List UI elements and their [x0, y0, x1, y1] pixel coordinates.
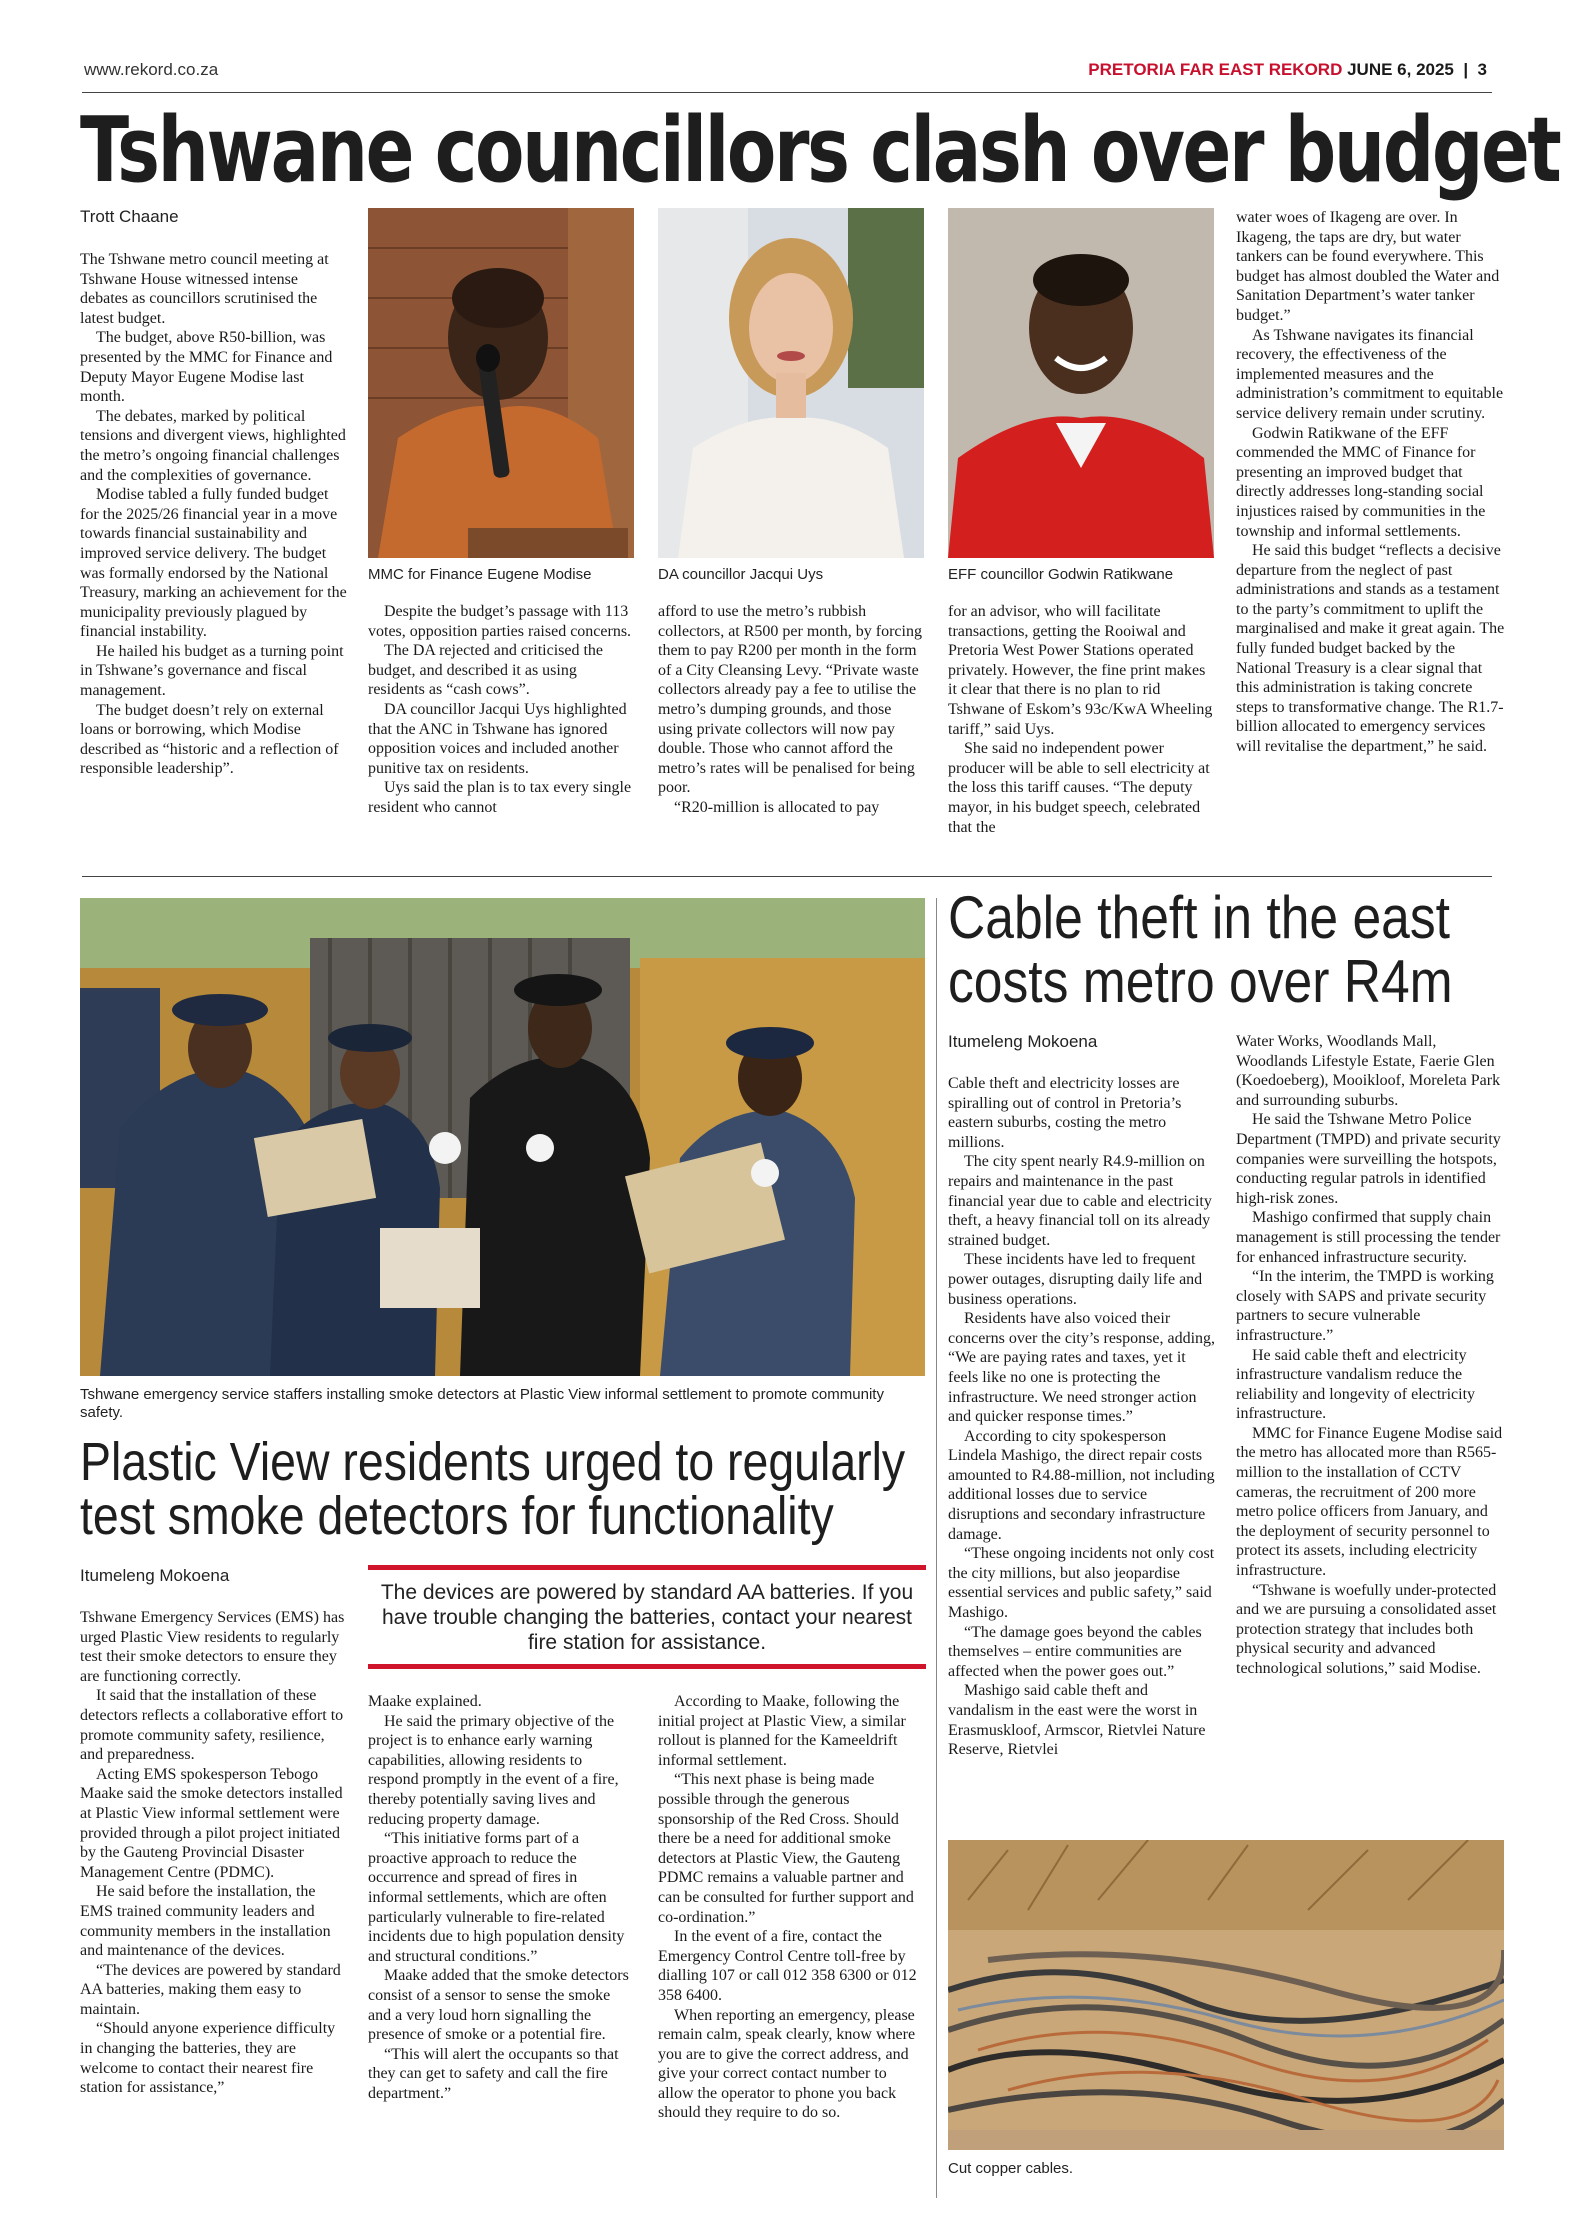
- paragraph: He said cable theft and electricity infrastructure vandalism reduce the reliability and longevity of electricity infrastructure.: [1236, 1346, 1476, 1423]
- ems-staff-image: [80, 898, 925, 1376]
- header-rule: [82, 92, 1492, 93]
- paragraph: “This will alert the occupants so that they can get to safety and call the fire department.”: [368, 2045, 619, 2102]
- photo-eugene-modise: [368, 208, 634, 558]
- paragraph: DA councillor Jacqui Uys highlighted that the ANC in Tshwane has ignored opposition voices and included another punitive tax on residents.: [368, 700, 627, 777]
- article1-col5: [1236, 208, 1506, 757]
- pull-quote-top-rule: [368, 1565, 926, 1570]
- section-rule: [82, 876, 1492, 877]
- paragraph: “Should anyone experience difficulty in changing the batteries, they are welcome to contact their nearest fire station for assistance,”: [80, 2020, 336, 2097]
- article1-col2: [368, 602, 634, 818]
- paragraph: He said the Tshwane Metro Police Department (TMPD) and private security companies were surveilling the hotspots, conducting regular patrols in identified high-risk zones.: [1236, 1111, 1501, 1207]
- caption-ratikwane: EFF councillor Godwin Ratikwane: [948, 566, 1174, 583]
- photo-smoke-detectors: [80, 898, 925, 1376]
- paragraph: “Tshwane is woefully under-protected and we are pursuing a consolidated asset protection strategy that includes both physical security and advanced technological solutions,” said Modise.: [1236, 1581, 1497, 1677]
- photo-copper-cables: [948, 1840, 1504, 2150]
- paragraph: Cable theft and electricity losses are spiralling out of control in Pretoria’s eastern suburbs, costing the metro millions.: [948, 1075, 1182, 1151]
- paragraph: He hailed his budget as a turning point in Tshwane’s governance and fiscal management.: [80, 642, 344, 700]
- byline-budget: Trott Chaane: [80, 207, 179, 226]
- byline-plastic-view: Itumeleng Mokoena: [80, 1566, 230, 1585]
- article2-col3: [658, 1692, 926, 2123]
- paragraph: The budget doesn’t rely on external loans or borrowing, which Modise described as “historic and a reflection of responsible leadership”.: [80, 701, 339, 778]
- paragraph: “The damage goes beyond the cables themselves – entire communities are affected when the power goes out.”: [948, 1623, 1202, 1680]
- paragraph: These incidents have led to frequent power outages, disrupting daily life and business operations.: [948, 1251, 1203, 1308]
- paragraph: MMC for Finance Eugene Modise said the metro has allocated more than R565-million to the installation of CCTV cameras, the recruitment of 200 more metro police officers from January, and the deployment of security personnel to protect its assets, including electricity infrastructure.: [1236, 1424, 1503, 1580]
- paragraph: Godwin Ratikwane of the EFF commended the MMC of Finance for presenting an improved budget that directly addresses long-standing social injustices raised by communities in the township and informal settlements.: [1236, 424, 1486, 540]
- headline-plastic-view-2: test smoke detectors for functionality: [80, 1486, 834, 1546]
- caption-modise: MMC for Finance Eugene Modise: [368, 566, 592, 583]
- paragraph: She said no independent power producer will be able to sell electricity at the loss this tariff causes. “The deputy mayor, in his budget speech, celebrated that the: [948, 740, 1210, 836]
- paragraph: “This next phase is being made possible through the generous sponsorship of the Red Cross. Should there be a need for additional smoke detectors at Plastic View, the Gauteng PDMC remains a valuable partner and can be consulted for further support and co-ordination.”: [658, 1771, 914, 1926]
- paragraph: He said the primary objective of the project is to enhance early warning capabilities, allowing residents to respond promptly in the event of a fire, thereby potentially saving lives and reducing property damage.: [368, 1712, 619, 1828]
- article3-col1: [948, 1074, 1216, 1760]
- ratikwane-image: [948, 208, 1214, 558]
- photo-jacqui-uys: [658, 208, 924, 558]
- article1-col1: [80, 250, 348, 779]
- paragraph: Uys said the plan is to tax every single resident who cannot: [368, 779, 632, 816]
- page-header: [1088, 60, 1487, 80]
- modise-image: [368, 208, 634, 558]
- caption-smoke-detectors: Tshwane emergency service staffers installing smoke detectors at Plastic View informal settlement to promote community safety.: [80, 1386, 884, 1421]
- paragraph: “The devices are powered by standard AA batteries, making them easy to maintain.: [80, 1961, 341, 2018]
- paragraph: for an advisor, who will facilitate transactions, getting the Rooiwal and Pretoria West Power Stations operated privately. However, the fine print makes it clear that there is no plan to rid Tshwane of Eskom’s 93c/KwA Wheeling tariff,” said Uys.: [948, 603, 1213, 738]
- paragraph: The city spent nearly R4.9-million on repairs and maintenance in the past financial year due to cable and electricity theft, a heavy financial toll on its already strained budget.: [948, 1153, 1212, 1249]
- column-divider: [936, 898, 937, 2198]
- paragraph: Tshwane Emergency Services (EMS) has urged Plastic View residents to regularly test their smoke detectors to ensure they are functioning correctly.: [80, 1609, 345, 1685]
- date-page: JUNE 6, 2025 | 3: [1342, 60, 1487, 79]
- paragraph: Despite the budget’s passage with 113 votes, opposition parties raised concerns.: [368, 603, 632, 640]
- paragraph: Modise tabled a fully funded budget for the 2025/26 financial year in a move towards financial sustainability and improved service delivery. The budget was formally endorsed by the National Treasury, marking an achievement for the municipality previously plagued by financial instability.: [80, 486, 347, 641]
- article3-col2: [1236, 1032, 1506, 1679]
- paragraph: “R20-million is allocated to pay: [674, 798, 880, 816]
- publication-name: PRETORIA FAR EAST REKORD: [1088, 60, 1343, 79]
- article1-col3: [658, 602, 924, 818]
- headline-cable-theft-2: costs metro over R4m: [948, 948, 1453, 1015]
- paragraph: “This initiative forms part of a proactive approach to reduce the occurrence and spread of fires in informal settlements, which are often particularly vulnerable to fire-related incidents due to high population density and structural conditions.”: [368, 1830, 625, 1965]
- paragraph: afford to use the metro’s rubbish collectors, at R500 per month, by forcing them to pay R200 per month in the form of a City Cleansing Levy. “Private waste collectors already pay a fee to utilise the metro’s dumping grounds, and those using private collectors will now pay double. Those who cannot afford the metro’s rates will be penalised for being poor.: [658, 603, 922, 797]
- paragraph: “In the interim, the TMPD is working closely with SAPS and private security partners to secure vulnerable infrastructure.”: [1236, 1268, 1494, 1344]
- article2-col1: [80, 1608, 348, 2098]
- paragraph: According to Maake, following the initial project at Plastic View, a similar rollout is planned for the Kameeldrift informal settlement.: [658, 1693, 906, 1769]
- paragraph: When reporting an emergency, please remain calm, speak clearly, know where you are to give the correct address, and give your correct contact number to allow the operator to phone you back should they require to do so.: [658, 2006, 916, 2122]
- paragraph: Residents have also voiced their concerns over the city’s response, adding, “We are paying rates and taxes, yet it feels like no one is protecting the infrastructure. We need stronger action and quicker response times.”: [948, 1310, 1216, 1426]
- paragraph: Mashigo confirmed that supply chain management is still processing the tender for enhanced infrastructure security.: [1236, 1209, 1501, 1266]
- paragraph: The Tshwane metro council meeting at Tshwane House witnessed intense debates as councillors scrutinised the latest budget.: [80, 251, 329, 327]
- headline-plastic-view-1: Plastic View residents urged to regularly: [80, 1432, 906, 1492]
- headline-budget: Tshwane councillors clash over budget: [80, 98, 1560, 203]
- paragraph: water woes of Ikageng are over. In Ikageng, the taps are dry, but water tankers can be found everywhere. This budget has almost doubled the Water and Sanitation Department’s water tanker budget.”: [1236, 209, 1500, 324]
- paragraph: In the event of a fire, contact the Emergency Control Centre toll-free by dialling 107 or call 012 358 6300 or 012 358 6400.: [658, 1928, 917, 2004]
- headline-cable-theft-1: Cable theft in the east: [948, 884, 1450, 951]
- copper-cables-image: [948, 1840, 1504, 2150]
- paragraph: He said before the installation, the EMS trained community leaders and community members in the installation and maintenance of the devices.: [80, 1883, 331, 1960]
- article1-col4: [948, 602, 1214, 837]
- paragraph: Acting EMS spokesperson Tebogo Maake said the smoke detectors installed at Plastic View informal settlement were provided through a pilot project initiated by the Gauteng Provincial Disaster Management Centre (PDMC).: [80, 1765, 343, 1881]
- photo-godwin-ratikwane: [948, 208, 1214, 558]
- paragraph: According to city spokesperson Lindela Mashigo, the direct repair costs amounted to R4.88-million, not including additional losses due to service disruptions and secondary infrastructure damage.: [948, 1427, 1215, 1543]
- paragraph: The debates, marked by political tensions and divergent views, highlighted the metro’s ongoing financial challenges and the complexities of governance.: [80, 407, 346, 484]
- paragraph: Maake added that the smoke detectors consist of a sensor to sense the smoke and a very loud horn signalling the presence of smoke or a potential fire.: [368, 1967, 629, 2044]
- paragraph: It said that the installation of these detectors reflects a collaborative effort to promote community safety, resilience, and preparedness.: [80, 1687, 344, 1764]
- pull-quote-bottom-rule: [368, 1664, 926, 1669]
- paragraph: The DA rejected and criticised the budget, and described it as using residents as “cash cows”.: [368, 642, 604, 699]
- paragraph: The budget, above R50-billion, was presented by the MMC for Finance and Deputy Mayor Eugene Modise last month.: [80, 329, 333, 406]
- caption-copper-cables: Cut copper cables.: [948, 2160, 1074, 2177]
- paragraph: Mashigo said cable theft and vandalism in the east were the worst in Erasmuskloof, Armscor, Rietvlei Nature Reserve, Rietvlei: [948, 1682, 1206, 1759]
- paragraph: “These ongoing incidents not only cost the city millions, but also jeopardise essential services and public safety,” said Mashigo.: [948, 1545, 1215, 1622]
- website-url[interactable]: www.rekord.co.za: [84, 60, 219, 79]
- paragraph: Maake explained.: [368, 1693, 482, 1710]
- paragraph: Water Works, Woodlands Mall, Woodlands Lifestyle Estate, Faerie Glen (Koedoeberg), Mooikloof, Moreleta Park and surrounding suburbs.: [1236, 1033, 1501, 1109]
- uys-image: [658, 208, 924, 558]
- caption-uys: DA councillor Jacqui Uys: [658, 566, 824, 583]
- paragraph: He said this budget “reflects a decisive departure from the neglect of past administrations and stands as a testament to the party’s commitment to uplift the marginalised and make it great again. The fully funded budget backed by the National Treasury is a clear signal that this administration is taking concrete steps to transformative change. The R1.7-billion allocated to emergency services will revitalise the department,” he said.: [1236, 542, 1505, 756]
- pull-quote: The devices are powered by standard AA batteries. If you have trouble changing the batteries, contact your nearest fire station for assistance.: [380, 1581, 914, 1654]
- article2-col2: [368, 1692, 636, 2103]
- paragraph: As Tshwane navigates its financial recovery, the effectiveness of the implemented measures and the administration’s commitment to equitable service delivery remain under scrutiny.: [1236, 326, 1504, 422]
- byline-cable-theft: Itumeleng Mokoena: [948, 1032, 1098, 1051]
